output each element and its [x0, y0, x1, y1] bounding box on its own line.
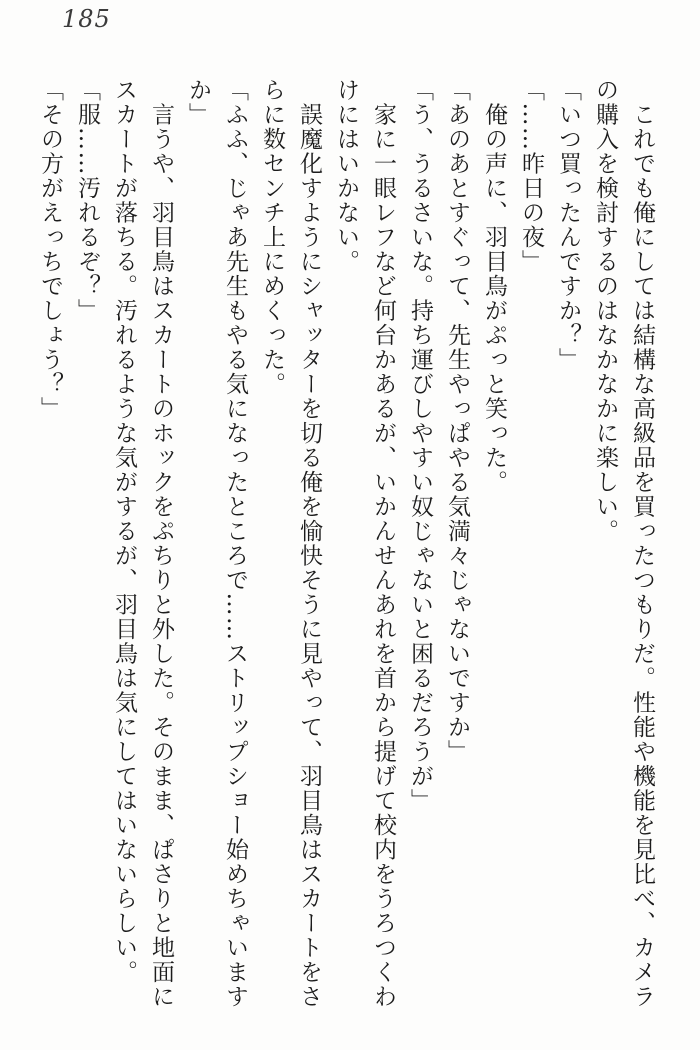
text-line-9: けにはいかない。: [333, 78, 359, 274]
text-line-13: か」: [185, 78, 211, 127]
text-line-1: これでも俺にしては結構な高級品を買ったつもりだ。性能や機能を見比べ、カメラ: [629, 78, 655, 1009]
text-line-6: 「あのあとすぐって、先生やっぱやる気満々じゃないですか」: [444, 78, 470, 764]
text-line-15: スカートが落ちる。汚れるような気がするが、羽目鳥は気にしてはいないらしい。: [111, 78, 137, 985]
text-line-2: の購入を検討するのはなかなかに楽しい。: [592, 78, 618, 544]
text-line-14: 言うや、羽目鳥はスカートのホックをぷちりと外した。そのまま、ぱさりと地面に: [148, 78, 174, 1009]
text-line-16: 「服……汚れるぞ？」: [74, 78, 100, 323]
text-line-17: 「その方がえっちでしょう？」: [37, 78, 63, 421]
text-line-7: 「う、うるさいな。持ち運びしやすい奴じゃないと困るだろうが」: [407, 78, 433, 813]
page-number: 185: [62, 5, 111, 33]
text-line-3: 「いつ買ったんですか？」: [555, 78, 581, 372]
text-line-8: 家に一眼レフなど何台かあるが、いかんせんあれを首から提げて校内をうろつくわ: [370, 78, 396, 1009]
text-line-5: 俺の声に、羽目鳥がぷっと笑った。: [481, 78, 507, 495]
text-line-12: 「ふふ、じゃあ先生もやる気になったところで……ストリップショー始めちゃいます: [222, 78, 248, 1009]
text-line-11: らに数センチ上にめくった。: [259, 78, 285, 397]
text-line-10: 誤魔化すようにシャッターを切る俺を愉快そうに見やって、羽目鳥はスカートをさ: [296, 78, 322, 1009]
text-block: [31, 78, 660, 1018]
text-line-4: 「……昨日の夜」: [518, 78, 544, 274]
